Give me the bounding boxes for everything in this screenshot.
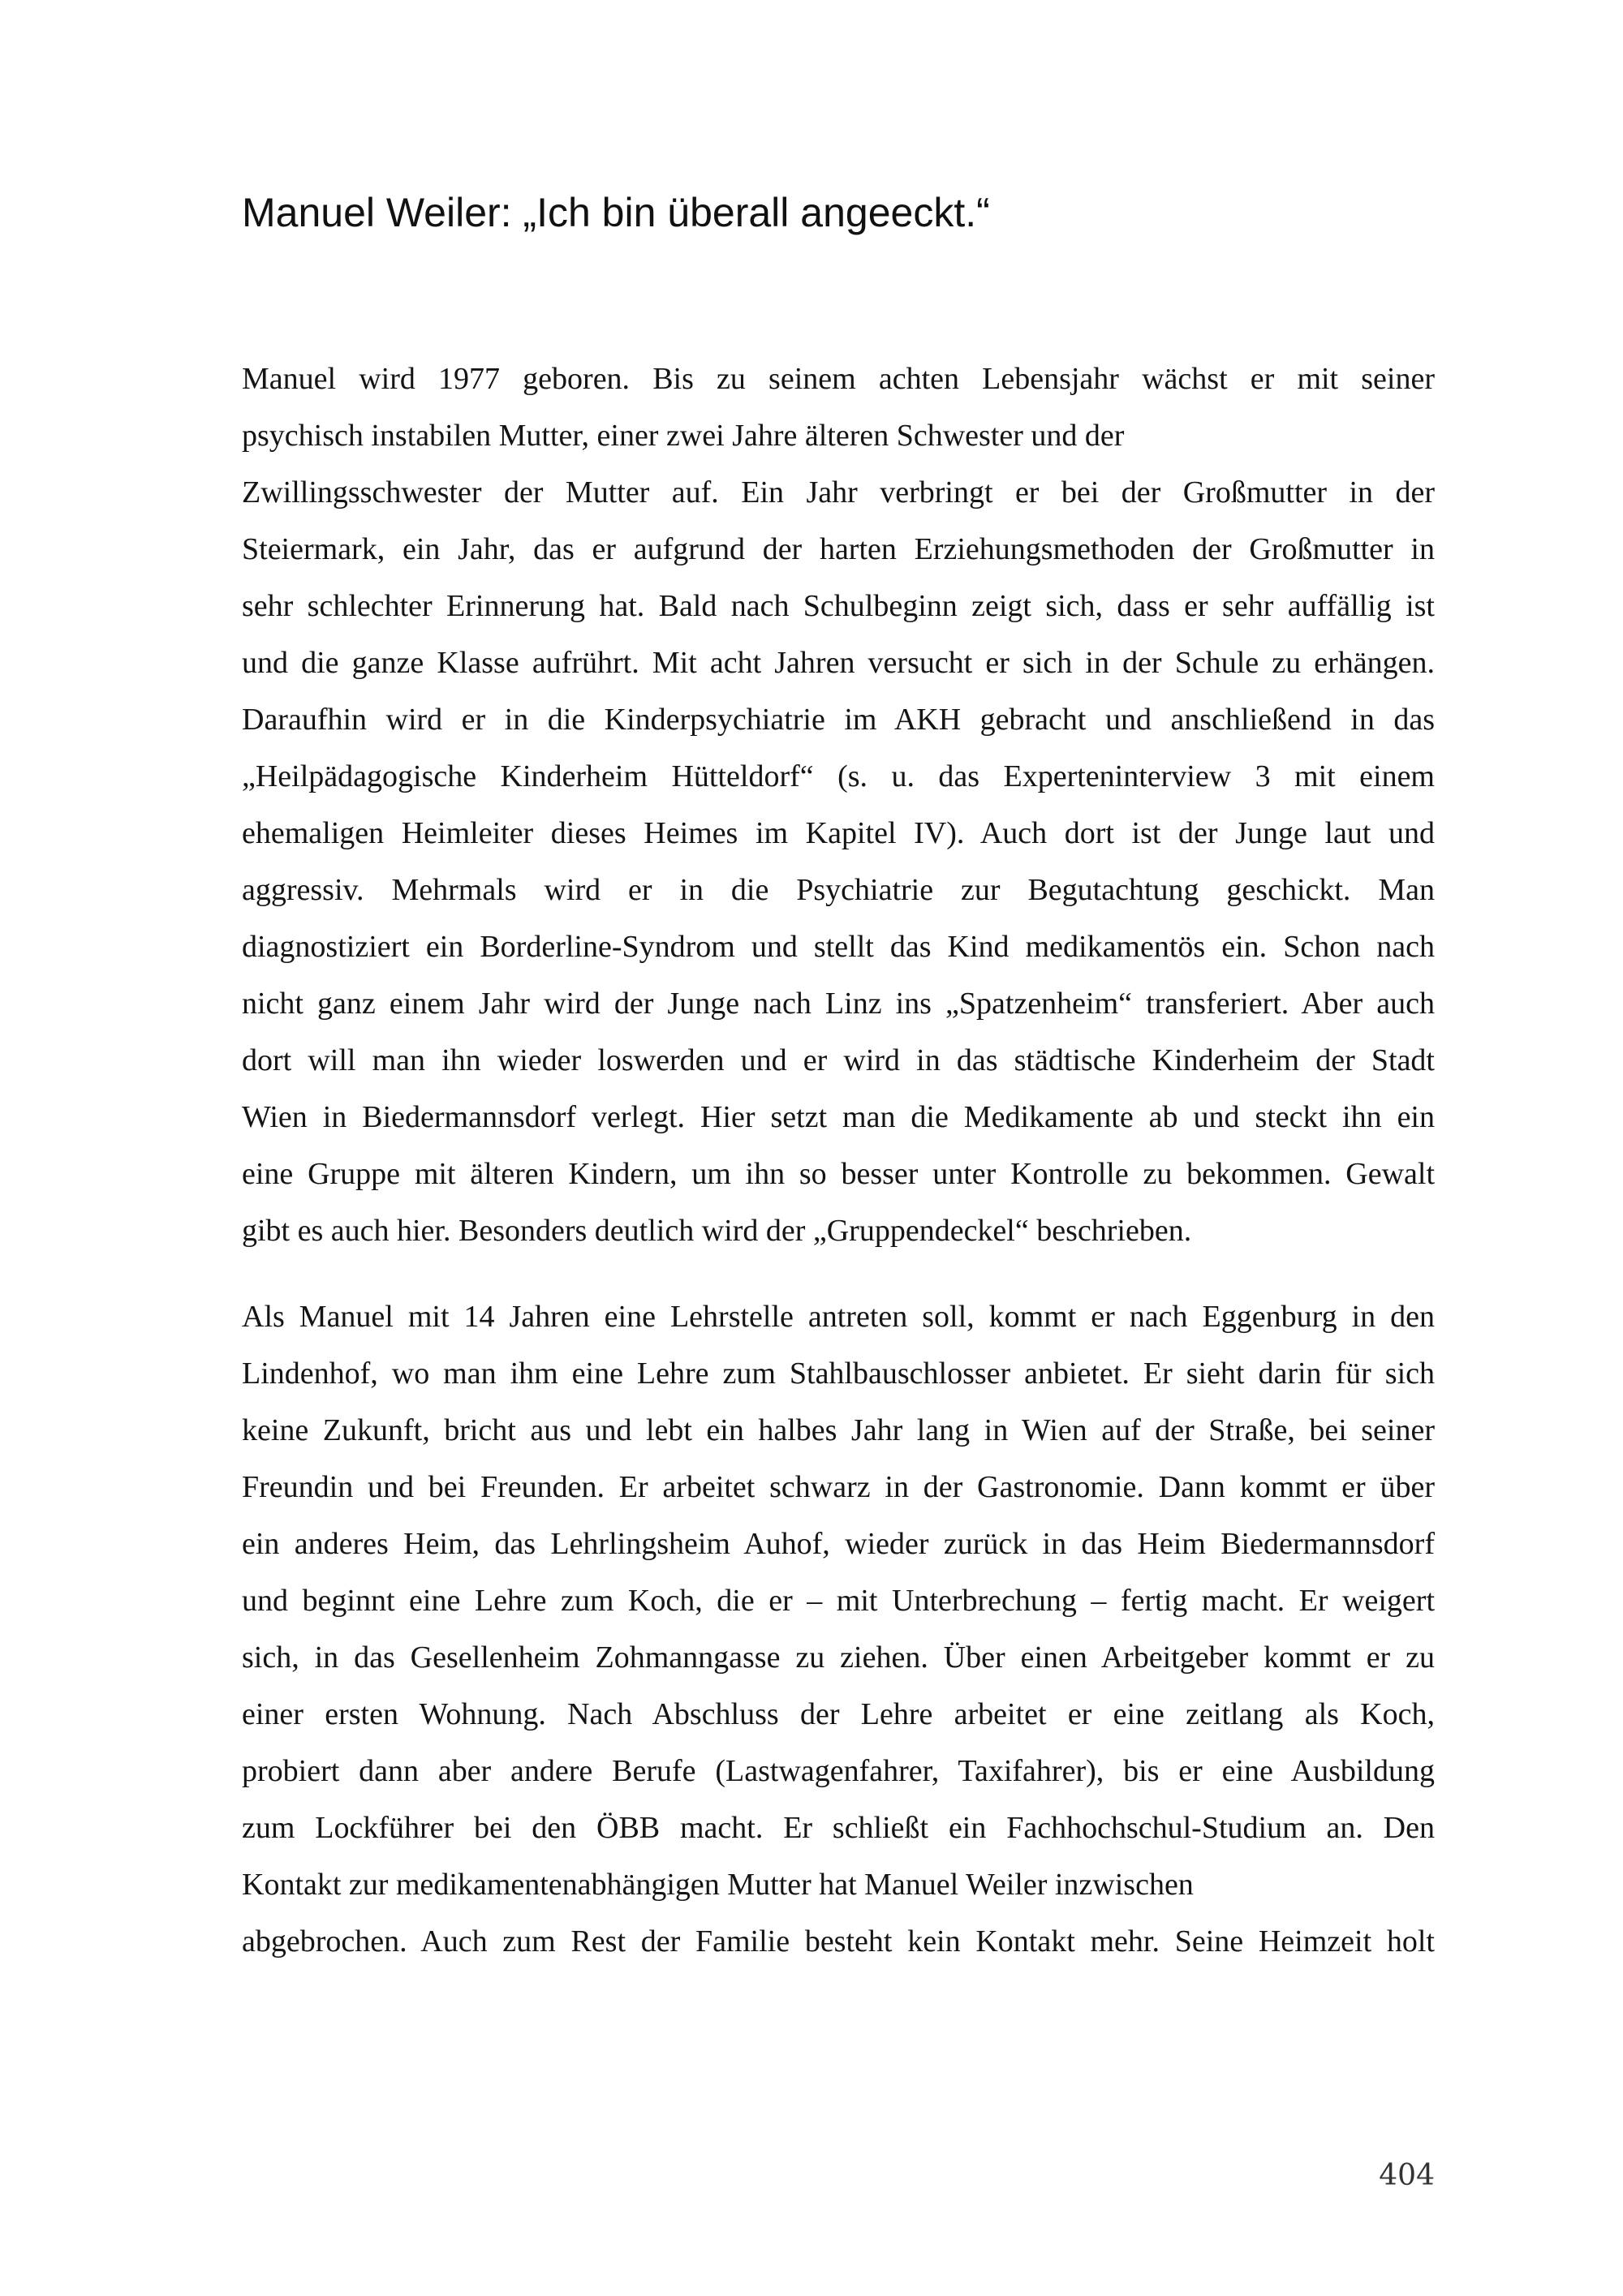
text-line: sich, in das Gesellenheim Zohmanngasse zu ziehen. Über einen Arbeitgeber kommt er zu [242,1640,1435,1675]
text-line: und die ganze Klasse aufrührt. Mit acht Jahren versucht er sich in der Schule zu erhängen. [242,646,1435,680]
text-line: Daraufhin wird er in die Kinderpsychiatrie im AKH gebracht und anschließend in das [242,703,1435,737]
text-line: Freundin und bei Freunden. Er arbeitet schwarz in der Gastronomie. Dann kommt er über [242,1470,1435,1504]
text-line: Wien in Biedermannsdorf verlegt. Hier setzt man die Medikamente ab und steckt ihn ein [242,1100,1435,1134]
text-line: diagnostiziert ein Borderline-Syndrom und stellt das Kind medikamentös ein. Schon nach [242,930,1435,964]
text-line: und beginnt eine Lehre zum Koch, die er – mit Unterbrechung – fertig macht. Er weigert [242,1584,1435,1618]
text-line: Als Manuel mit 14 Jahren eine Lehrstelle antreten soll, kommt er nach Eggenburg in den [242,1300,1435,1334]
text-line: eine Gruppe mit älteren Kindern, um ihn so besser unter Kontrolle zu bekommen. Gewalt [242,1157,1435,1191]
text-line: keine Zukunft, bricht aus und lebt ein halbes Jahr lang in Wien auf der Straße, bei seiner [242,1413,1435,1447]
text-line: Manuel wird 1977 geboren. Bis zu seinem achten Lebensjahr wächst er mit seiner [242,362,1435,396]
page-number: 404 [1379,2159,1435,2192]
text-line: dort will man ihn wieder loswerden und er wird in das städtische Kinderheim der Stadt [242,1043,1435,1077]
text-line: nicht ganz einem Jahr wird der Junge nach Linz ins „Spatzenheim“ transferiert. Aber auch [242,987,1435,1021]
text-line: Kontakt zur medikamentenabhängigen Mutter hat Manuel Weiler inzwischen [242,1868,1194,1902]
text-line: probiert dann aber andere Berufe (Lastwagenfahrer, Taxifahrer), bis er eine Ausbildung [242,1754,1435,1788]
text-line: Steiermark, ein Jahr, das er aufgrund der harten Erziehungsmethoden der Großmutter in [242,532,1435,566]
text-line: „Heilpädagogische Kinderheim Hütteldorf“ (s. u. das Experteninterview 3 mit einem [242,759,1435,793]
text-line: abgebrochen. Auch zum Rest der Familie besteht kein Kontakt mehr. Seine Heimzeit holt [242,1924,1435,1958]
page-title: Manuel Weiler: „Ich bin überall angeeckt.“ [242,190,990,235]
text-line: Zwillingsschwester der Mutter auf. Ein Jahr verbringt er bei der Großmutter in der [242,475,1435,510]
text-line: einer ersten Wohnung. Nach Abschluss der Lehre arbeitet er eine zeitlang als Koch, [242,1697,1435,1731]
text-line: aggressiv. Mehrmals wird er in die Psychiatrie zur Begutachtung geschickt. Man [242,873,1435,907]
text-line: ein anderes Heim, das Lehrlingsheim Auhof, wieder zurück in das Heim Biedermannsdorf [242,1527,1435,1561]
text-line: psychisch instabilen Mutter, einer zwei Jahre älteren Schwester und der [242,419,1125,453]
text-line: ehemaligen Heimleiter dieses Heimes im Kapitel IV). Auch dort ist der Junge laut und [242,816,1435,850]
text-line: Lindenhof, wo man ihm eine Lehre zum Stahlbauschlosser anbietet. Er sieht darin für sich [242,1357,1435,1391]
text-line: gibt es auch hier. Besonders deutlich wird der „Gruppendeckel“ beschrieben. [242,1214,1192,1248]
paragraph-1 [242,350,1435,1259]
text-line: sehr schlechter Erinnerung hat. Bald nach Schulbeginn zeigt sich, dass er sehr auffällig ist [242,589,1435,623]
text-line: zum Lockführer bei den ÖBB macht. Er schließt ein Fachhochschul-Studium an. Den [242,1811,1435,1845]
paragraph-2 [242,1288,1435,1970]
